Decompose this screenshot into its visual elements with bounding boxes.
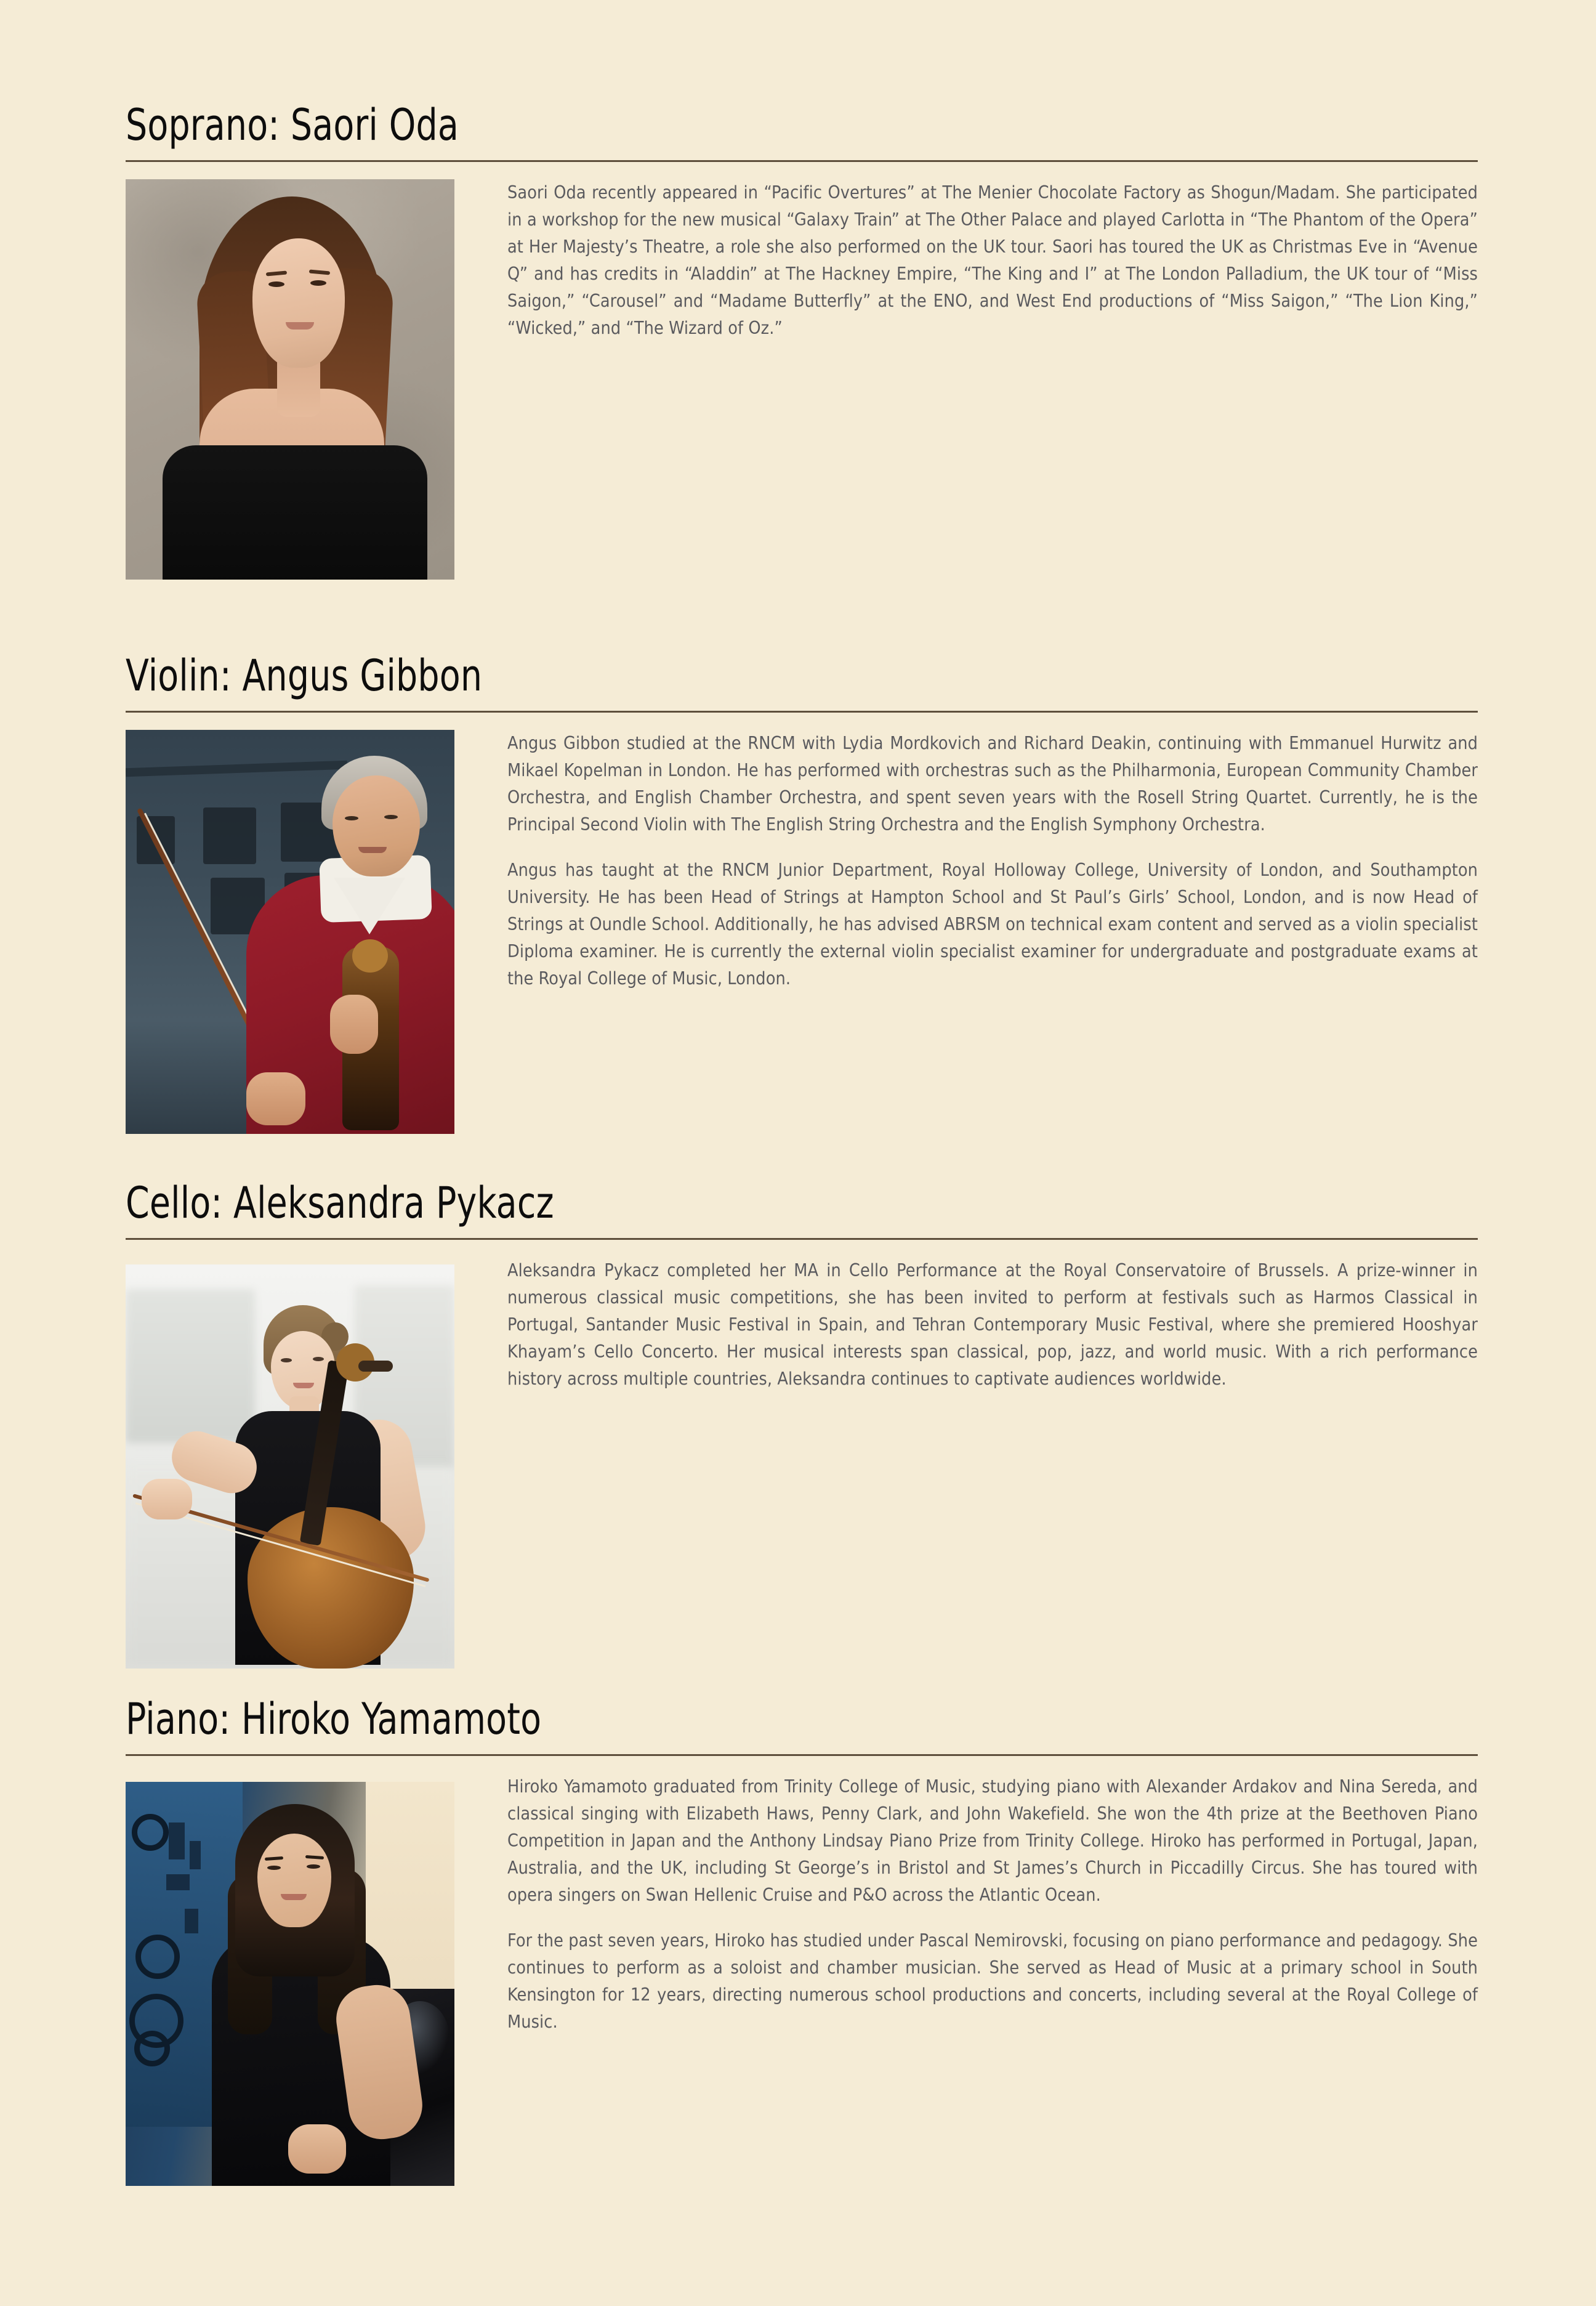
- bio-text-cello: [507, 1257, 1478, 1393]
- bio-text-violin: [507, 730, 1478, 992]
- heading-rule: [126, 160, 1478, 162]
- section-body: [126, 1773, 1478, 2036]
- section-body: [126, 179, 1478, 342]
- portrait-aleksandra-pykacz: [126, 1264, 454, 1669]
- bio-paragraph: Aleksandra Pykacz completed her MA in Cello Performance at the Royal Conservatoire of Brussels. A prize-winner in numerous classical music competitions, she has been invited to perform at festivals such as Harmos Classical in Portugal, Santander Music Festival in Spain, and Tehran Contemporary Music Festival, where she premiered Hooshyar Khayam’s Cello Concerto. Her musical interests span classical, pop, jazz, and world music. With a rich performance history across multiple countries, Aleksandra continues to captivate audiences worldwide.: [507, 1260, 1478, 1389]
- heading-rule: [126, 1238, 1478, 1240]
- portrait-image: [126, 179, 454, 580]
- bio-text-soprano: [507, 179, 1478, 342]
- heading-rule: [126, 1754, 1478, 1756]
- section-cello: [126, 1178, 1478, 1393]
- section-piano: [126, 1694, 1478, 2036]
- portrait-saori-oda: [126, 179, 454, 580]
- section-body: [126, 1257, 1478, 1393]
- section-heading-soprano: Soprano: Saori Oda: [126, 100, 459, 150]
- bio-paragraph: Angus Gibbon studied at the RNCM with Lydia Mordkovich and Richard Deakin, continuing with Emmanuel Hurwitz and Mikael Kopelman in London. He has performed with orchestras such as the Philharmonia, European Community Chamber Orchestra, and English Chamber Orchestra, and spent seven years with the Rosell String Quartet. Currently, he is the Principal Second Violin with The English String Orchestra and the English Symphony Orchestra.: [507, 733, 1478, 835]
- bio-paragraph: Saori Oda recently appeared in “Pacific Overtures” at The Menier Chocolate Factory as Shogun/Madam. She participated in a workshop for the new musical “Galaxy Train” at The Other Palace and played Carlotta in “The Phantom of the Opera” at Her Majesty’s Theatre, a role she also performed on the UK tour. Saori has toured the UK as Christmas Eve in “Avenue Q” and has credits in “Aladdin” at The Hackney Empire, “The King and I” at The London Palladium, the UK tour of “Miss Saigon,” “Carousel” and “Madame Butterfly” at the ENO, and West End productions of “Miss Saigon,” “The Lion King,” “Wicked,” and “The Wizard of Oz.”: [507, 182, 1478, 338]
- bio-paragraph: For the past seven years, Hiroko has studied under Pascal Nemirovski, focusing on piano performance and pedagogy. She continues to perform as a soloist and chamber musician. She served as Head of Music at a primary school in South Kensington for 12 years, directing numerous school productions and concerts, including several at the Royal College of Music.: [507, 1930, 1478, 2032]
- heading-rule: [126, 711, 1478, 713]
- bio-paragraph: Angus has taught at the RNCM Junior Department, Royal Holloway College, University of London, and Southampton University. He has been Head of Strings at Hampton School and St Paul’s Girls’ School, London, and is now Head of Strings at Oundle School. Additionally, he has advised ABRSM on technical exam content and served as a violin specialist Diploma examiner. He is currently the external violin specialist examiner for undergraduate and postgraduate exams at the Royal College of Music, London.: [507, 860, 1478, 989]
- section-heading-piano: Piano: Hiroko Yamamoto: [126, 1694, 542, 1744]
- portrait-image: [126, 730, 454, 1134]
- portrait-image: [126, 1264, 454, 1669]
- portrait-angus-gibbon: [126, 730, 454, 1134]
- section-heading-cello: Cello: Aleksandra Pykacz: [126, 1178, 554, 1228]
- section-violin: [126, 650, 1478, 992]
- section-body: [126, 730, 1478, 992]
- portrait-image: [126, 1782, 454, 2186]
- bio-text-piano: [507, 1773, 1478, 2036]
- section-heading-violin: Violin: Angus Gibbon: [126, 650, 483, 701]
- bio-paragraph: Hiroko Yamamoto graduated from Trinity College of Music, studying piano with Alexander Ardakov and Nina Sereda, and classical singing with Elizabeth Haws, Penny Clark, and John Wakefield. She won the 4th prize at the Beethoven Piano Competition in Japan and the Anthony Lindsay Piano Prize from Trinity College. Hiroko has performed in Portugal, Japan, Australia, and the UK, including St George’s in Bristol and St James’s Church in Piccadilly Circus. She has toured with opera singers on Swan Hellenic Cruise and P&O across the Atlantic Ocean.: [507, 1776, 1478, 1905]
- section-soprano: [126, 100, 1478, 342]
- portrait-hiroko-yamamoto: [126, 1782, 454, 2186]
